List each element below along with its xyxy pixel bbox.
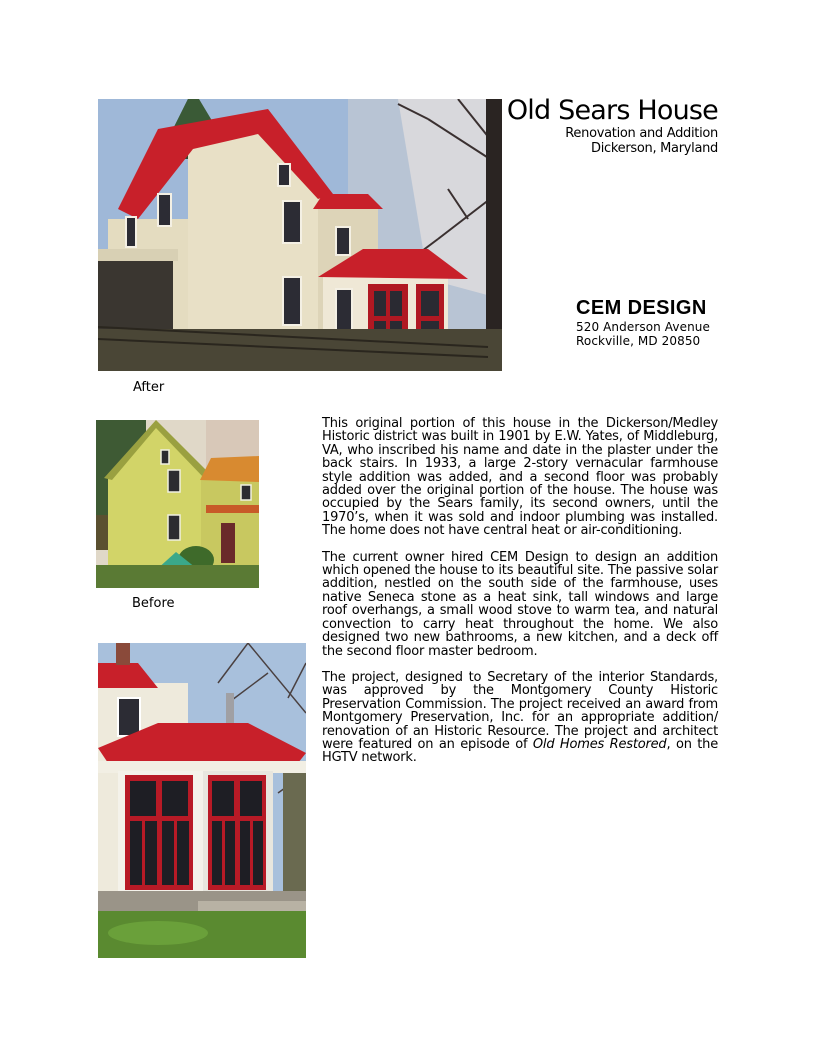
page-title: Old Sears House [506,95,718,126]
paragraph-award-start: The project, designed to Secretary of the interior Standards, was approved by the Montgomery County Historic Preservation Commission. The project received an award from Montgomery Preservation, Inc. for an appropriate addition/ renovation of an Historic Resource. The project and architect were featured on an episode of [322,669,718,752]
subtitle-line-2: Dickerson, Maryland [591,141,718,156]
paragraph-award [322,671,718,765]
addition-photo [98,643,306,958]
show-title: Old Homes Restored [532,736,667,752]
firm-name: CEM DESIGN [576,297,707,319]
before-caption: Before [132,596,175,611]
firm-address-line-2: Rockville, MD 20850 [576,334,701,348]
paragraph-history: This original portion of this house in the Dickerson/Medley Historic district was built in 1901 by E.W. Yates, of Middleburg, VA, who inscribed his name and date in the plaster under the back stairs. In 1933, a large 2-story vernacular farmhouse style addition was added, and a second floor was probably added over the original portion of the house. The house was occupied by the Sears family, its second owners, until the 1970’s, when it was sold and indoor plumbing was installed. The home does not have central heat or air-conditioning. [322,416,718,539]
after-caption: After [133,380,165,395]
after-photo [98,99,502,371]
firm-address-line-1: 520 Anderson Avenue [576,320,710,334]
paragraph-design: The current owner hired CEM Design to design an addition which opened the house to its beautiful site. The passive solar addition, nestled on the south side of the farmhouse, uses native Seneca stone as a heat sink, tall windows and large roof overhangs, a small wood stove to warm tea, and natural convection to carry heat throughout the home. We also designed two new bathrooms, a new kitchen, and a deck off the second floor master bedroom. [322,549,718,659]
paragraph-award-end: , on the HGTV network. [322,736,719,766]
before-photo [96,420,259,588]
subtitle-line-1: Renovation and Addition [565,126,718,141]
body-text [322,417,718,778]
